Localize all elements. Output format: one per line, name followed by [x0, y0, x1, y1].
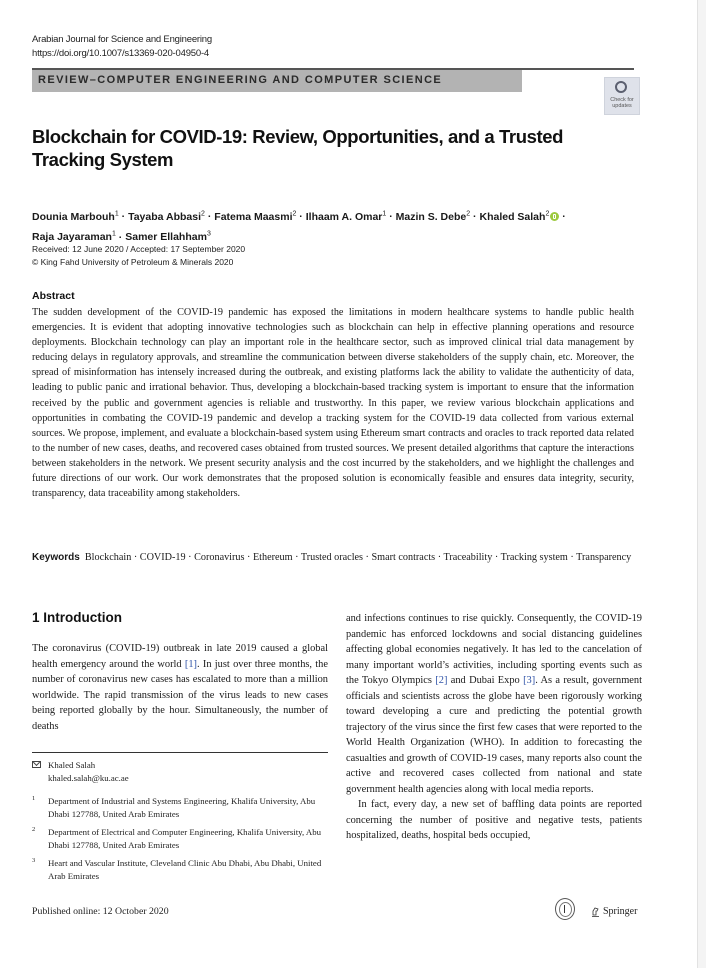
paragraph: and infections continues to rise quickly. Consequently, the COVID-19 pandemic has enforced lockdowns and social distancing guidelines affecting global economies negatively. It has led to the cancelation of many important world’s activities, including sporting events such as the Tokyo Olympics [2] and Dubai Expo [3]. As a result, government officials and scientists across the globe have been rigorously working toward developing a cure and predicting the potential growth trajectory of the virus since the first few cases that were reported to the World Health Organization (WHO). In addition to forecasting the casualties and growth of COVID-19 cases, many reports also count the active and recovered cases collected from national and state government health agencies along with local media reports.: [346, 613, 642, 795]
author-list: Dounia Marbouh$^1$ · Tayaba Abbasi$^2$ · Fatema Maasmi$^2$ · Ilhaam A. Omar$^1$ · Mazin S. Debe$^2$ · Khaled Salah$^2$ · Raja Jayaraman$^1$ · Samer Ellahham$^3$: [32, 210, 566, 243]
section-banner: [32, 70, 522, 92]
paragraph: In fact, every day, a new set of baffling data points are reported concerning the number of positive and negative tests, patients hospitalized, deaths, hospital beds occupied,: [346, 799, 642, 841]
keywords-label: Keywords: [32, 552, 80, 563]
author[interactable]: Samer Ellahham$^3$: [125, 230, 211, 243]
kfupm-seal-icon: [555, 898, 575, 920]
envelope-icon: [32, 761, 41, 768]
check-for-updates-button[interactable]: [604, 77, 640, 115]
springer-horse-icon: [591, 906, 600, 917]
corresponding-name: Khaled Salah: [48, 760, 96, 770]
author[interactable]: Raja Jayaraman$^1$: [32, 230, 116, 243]
author[interactable]: Fatema Maasmi$^2$: [214, 210, 297, 223]
abstract-heading: Abstract: [32, 290, 75, 302]
page-edge: [697, 0, 706, 968]
journal-name: Arabian Journal for Science and Engineering: [32, 34, 212, 45]
citation-link[interactable]: [3]: [523, 675, 536, 686]
footnote-rule: [32, 752, 328, 753]
author[interactable]: Dounia Marbouh$^1$: [32, 210, 119, 223]
check-for-updates-label: Check for updates: [610, 97, 634, 109]
published-date: Published online: 12 October 2020: [32, 906, 169, 917]
author[interactable]: Mazin S. Debe$^2$: [395, 210, 471, 223]
received-accepted: Received: 12 June 2020 / Accepted: 17 September 2020: [32, 244, 246, 254]
citation-link[interactable]: [1]: [184, 658, 198, 670]
doi-link[interactable]: https://doi.org/10.1007/s13369-020-04950-4: [32, 48, 209, 59]
section-label: REVIEW–COMPUTER ENGINEERING AND COMPUTER SCIENCE: [38, 74, 443, 86]
citation-link[interactable]: [2]: [435, 675, 448, 686]
corresponding-email[interactable]: khaled.salah@ku.ac.ae: [48, 772, 129, 783]
keywords-list: Blockchain · COVID-19 · Coronavirus · Ethereum · Trusted oracles · Smart contracts · Traceability · Tracking system · Transparency: [84, 552, 632, 563]
copyright: © King Fahd University of Petroleum & Minerals 2020: [32, 257, 234, 267]
article-dates: [32, 243, 245, 269]
keywords: [32, 550, 634, 566]
publisher-name: Springer: [603, 906, 638, 917]
section-heading-introduction: 1 Introduction: [32, 610, 122, 625]
orcid-icon[interactable]: [550, 212, 559, 221]
abstract-text: The sudden development of the COVID-19 pandemic has exposed the limitations in modern healthcare systems to handle public health emergencies. It is evident that adopting innovative technologies such as blockchain can help in effective planning operations and resource deployments. Blockchain technology can play an important role in the healthcare sector, such as improved clinical trial data management by reducing delays in regulatory approvals, and streamline the communication between diverse stakeholders of the supply chain, etc. Moreover, the spread of misinformation has intensely increased during the outbreak, and existing platforms lack the ability to validate the authenticity of data, leading to public panic and irrational behavior. Thus, developing a blockchain-based tracking system is important to ensure that the information received by the public and government agencies is reliable and trustworthy. In this paper, we review various blockchain applications and opportunities in combating the COVID-19 pandemic and develop a tracking system for the COVID-19 data collected from various external sources. We propose, implement, and evaluate a blockchain-based system using Ethereum smart contracts and oracles to track reported data related to the number of new cases, deaths, and recovered cases obtained from trusted sources. We present detailed algorithms that capture the interactions between stakeholders in the network. We present security analysis and the cost incurred by the stakeholders, and we highlight the challenges and future directions of our work. Our work demonstrates that the proposed solution is economically feasible and ensures data integrity, security, transparency, data traceability among stakeholders.: [32, 307, 634, 500]
author[interactable]: Tayaba Abbasi$^2$: [128, 210, 205, 223]
intro-right-column: [346, 611, 642, 844]
author[interactable]: Ilhaam A. Omar$^1$: [305, 210, 387, 223]
paper-title: Blockchain for COVID-19: Review, Opportunities, and a Trusted Tracking System: [32, 126, 564, 170]
author[interactable]: Khaled Salah$^2$: [479, 211, 559, 223]
journal-header: [32, 33, 212, 61]
intro-left-column: The coronavirus (COVID-19) outbreak in late 2019 caused a global health emergency around the world [1]. In just over three months, the number of coronavirus new cases has escalated to more than a million worldwide. The rapid transmission of the virus leads to new cases being reported globally by the hour. Simultaneously, the number of deaths: [32, 643, 328, 732]
crossmark-icon: [615, 81, 627, 93]
